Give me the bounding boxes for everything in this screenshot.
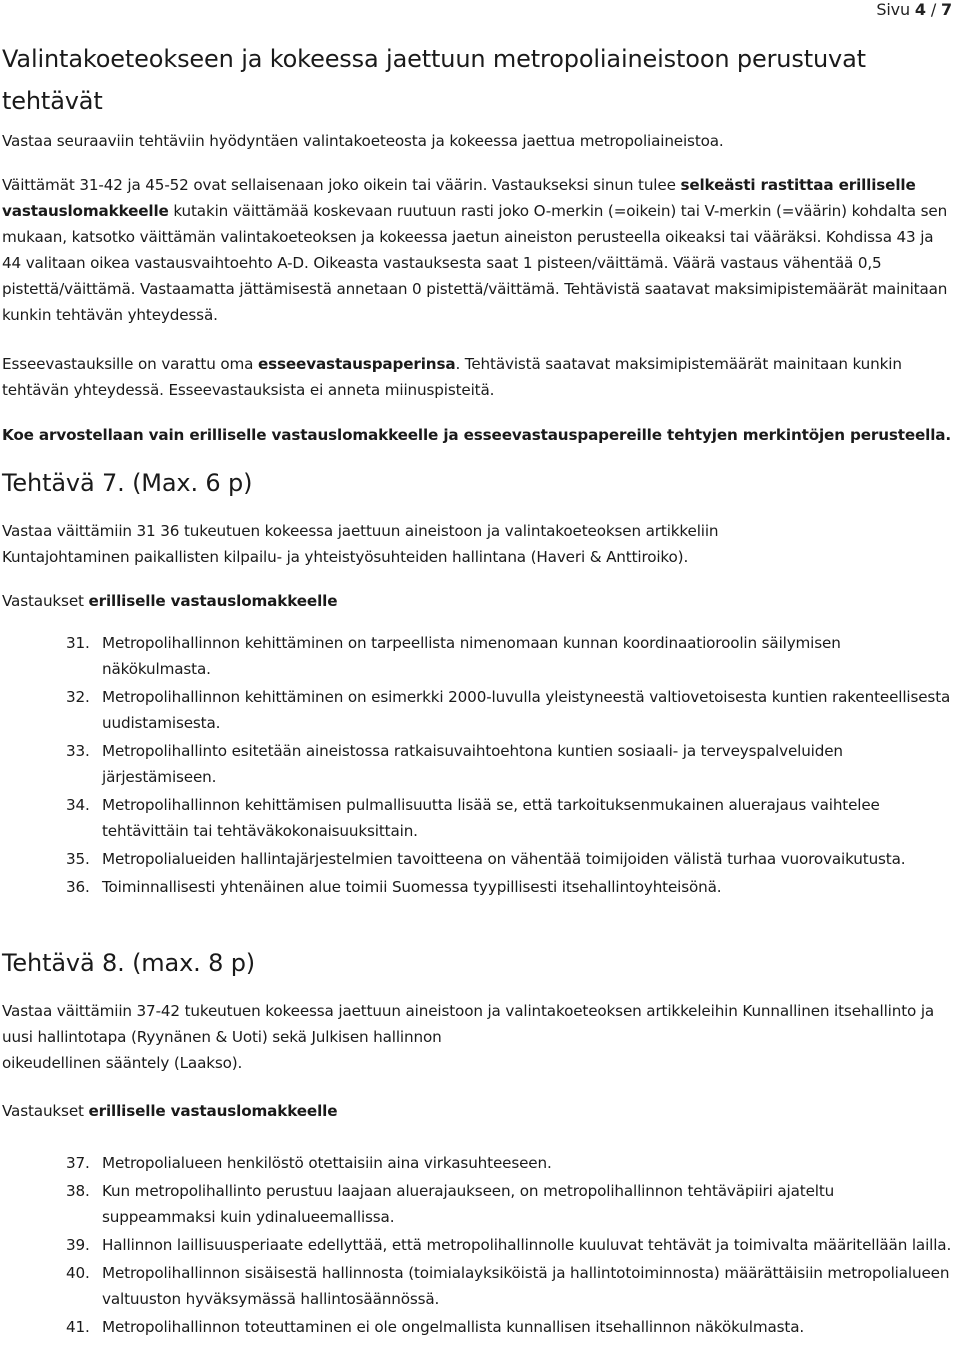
item-text: Metropolihallinnon kehittäminen on tarpeellista nimenomaan kunnan koordinaatioroolin säilymisen näkökulmasta. xyxy=(102,634,841,678)
essay-text: Esseevastauksille on varattu oma xyxy=(2,355,258,373)
list-item xyxy=(2,874,952,900)
item-number: 38. xyxy=(66,1182,90,1200)
answers-emphasis: erilliselle vastauslomakkeelle xyxy=(88,592,338,610)
item-number: 33. xyxy=(66,742,90,760)
list-item xyxy=(2,630,952,682)
instr-text: kutakin väittämää koskevaan ruutuun rasti joko O-merkin (=oikein) tai V-merkin (=väärin) kohdalta sen mukaan, katsotko väittämän valintakoeteoksen ja kokeessa jaetun aineiston perusteella oikeaksi tai vääräksi. Kohdissa 43 ja 44 valitaan oikea vastausvaihtoehto A-D. Oikeasta vastauksesta saat 1 pisteen/väittämä. Väärä vastaus vähentää 0,5 pistettä/väittämä. Vastaamatta jättämisestä annetaan 0 pistettä/väittämä. Tehtävistä saatavat maksimipistemäärät mainitaan kunkin tehtävän yhteydessä. xyxy=(2,202,948,324)
page-prefix: Sivu xyxy=(876,0,910,19)
item-text: Metropolihallinto esitetään aineistossa ratkaisuvaihtoehtona kuntien sosiaali- ja terveyspalveluiden järjestämiseen. xyxy=(102,742,843,786)
task8-heading: Tehtävä 8. (max. 8 p) xyxy=(2,949,255,977)
item-text: Metropolihallinnon toteuttaminen ei ole ongelmallista kunnallisen itsehallinnon näkökulmasta. xyxy=(102,1318,805,1336)
task8-desc-line: oikeudellinen sääntely (Laakso). xyxy=(2,1054,243,1072)
list-item xyxy=(2,738,952,790)
item-text: Metropolialueen henkilöstö otettaisiin aina virkasuhteeseen. xyxy=(102,1154,552,1172)
item-text: Toiminnallisesti yhtenäinen alue toimii Suomessa tyypillisesti itsehallintoyhteisönä. xyxy=(102,878,722,896)
item-text: Hallinnon laillisuusperiaate edellyttää, että metropolihallinnolle kuuluvat tehtävät ja toimivalta määritellään lailla. xyxy=(102,1236,952,1254)
task8-description xyxy=(2,998,952,1076)
essay-paragraph xyxy=(2,351,952,403)
task7-answers-note xyxy=(2,588,952,614)
item-number: 40. xyxy=(66,1264,90,1282)
grading-note xyxy=(2,422,952,448)
task8-statement-list xyxy=(2,1150,952,1342)
item-number: 41. xyxy=(66,1318,90,1336)
list-item xyxy=(2,1150,952,1176)
item-number: 37. xyxy=(66,1154,90,1172)
grading-text: Koe arvostellaan vain erilliselle vastauslomakkeelle ja esseevastauspapereille tehtyjen merkintöjen perusteella. xyxy=(2,426,952,444)
list-item xyxy=(2,846,952,872)
task7-description xyxy=(2,518,952,570)
task7-statement-list xyxy=(2,630,952,902)
item-number: 31. xyxy=(66,634,90,652)
item-text: Metropolihallinnon sisäisestä hallinnosta (toimialayksiköistä ja hallintotoiminnosta) määrättäisiin metropolialueen valtuuston hyväksymässä hallintosäännössä. xyxy=(102,1264,950,1308)
essay-text: . Tehtävistä saatavat maksimipistemäärät mainitaan kunkin tehtävän yhteydessä. Esseevastauksista ei anneta miinuspisteitä. xyxy=(2,355,902,399)
intro-text: Vastaa seuraaviin tehtäviin hyödyntäen valintakoeteosta ja kokeessa jaettua metropoliaineistoa. xyxy=(2,132,724,150)
answers-text: Vastaukset xyxy=(2,1102,89,1120)
page-separator: / xyxy=(930,0,937,19)
task7-heading: Tehtävä 7. (Max. 6 p) xyxy=(2,469,253,497)
page-current: 4 xyxy=(914,0,926,19)
instructions-paragraph xyxy=(2,172,952,328)
item-text: Metropolialueiden hallintajärjestelmien tavoitteena on vähentää toimijoiden välistä turhaa vuorovaikutusta. xyxy=(102,850,906,868)
page-title: Valintakoeteokseen ja kokeessa jaettuun metropoliaineistoon perustuvat tehtävät xyxy=(2,45,866,115)
instr-text: Väittämät 31-42 ja 45-52 ovat sellaisenaan joko oikein tai väärin. Vastaukseksi sinun tulee xyxy=(2,176,681,194)
item-number: 34. xyxy=(66,796,90,814)
item-text: Metropolihallinnon kehittäminen on esimerkki 2000-luvulla yleistyneestä valtiovetoisesta kuntien rakenteellisesta uudistamisesta. xyxy=(102,688,951,732)
task7-desc-line: Kuntajohtaminen paikallisten kilpailu- ja yhteistyösuhteiden hallintana (Haveri & Anttiroiko). xyxy=(2,548,689,566)
item-number: 35. xyxy=(66,850,90,868)
item-number: 36. xyxy=(66,878,90,896)
list-item xyxy=(2,1232,952,1258)
list-item xyxy=(2,792,952,844)
list-item xyxy=(2,1178,952,1230)
list-item xyxy=(2,1314,952,1340)
task7-desc-line: Vastaa väittämiin 31 36 tukeutuen kokeessa jaettuun aineistoon ja valintakoeteoksen artikkeliin xyxy=(2,522,719,540)
page-number xyxy=(876,0,952,19)
instr-emphasis: selkeästi rastittaa erilliselle vastauslomakkeelle xyxy=(2,176,916,220)
answers-text: Vastaukset xyxy=(2,592,89,610)
list-item xyxy=(2,1260,952,1312)
essay-emphasis: esseevastauspaperinsa xyxy=(257,355,456,373)
item-number: 39. xyxy=(66,1236,90,1254)
page-total: 7 xyxy=(941,0,952,19)
task8-answers-note xyxy=(2,1098,952,1124)
answers-emphasis: erilliselle vastauslomakkeelle xyxy=(88,1102,338,1120)
item-number: 32. xyxy=(66,688,90,706)
item-text: Metropolihallinnon kehittämisen pulmallisuutta lisää se, että tarkoituksenmukainen aluerajaus vaihtelee tehtävittäin tai tehtäväkokonaisuuksittain. xyxy=(102,796,880,840)
task8-desc-line: Vastaa väittämiin 37-42 tukeutuen kokeessa jaettuun aineistoon ja valintakoeteoksen artikkeleihin Kunnallinen itsehallinto ja uusi hallintotapa (Ryynänen & Uoti) sekä Julkisen hallinnon xyxy=(2,1002,935,1046)
item-text: Kun metropolihallinto perustuu laajaan aluerajaukseen, on metropolihallinnon tehtäväpiiri ajateltu suppeammaksi kuin ydinalueemallissa. xyxy=(102,1182,835,1226)
list-item xyxy=(2,684,952,736)
